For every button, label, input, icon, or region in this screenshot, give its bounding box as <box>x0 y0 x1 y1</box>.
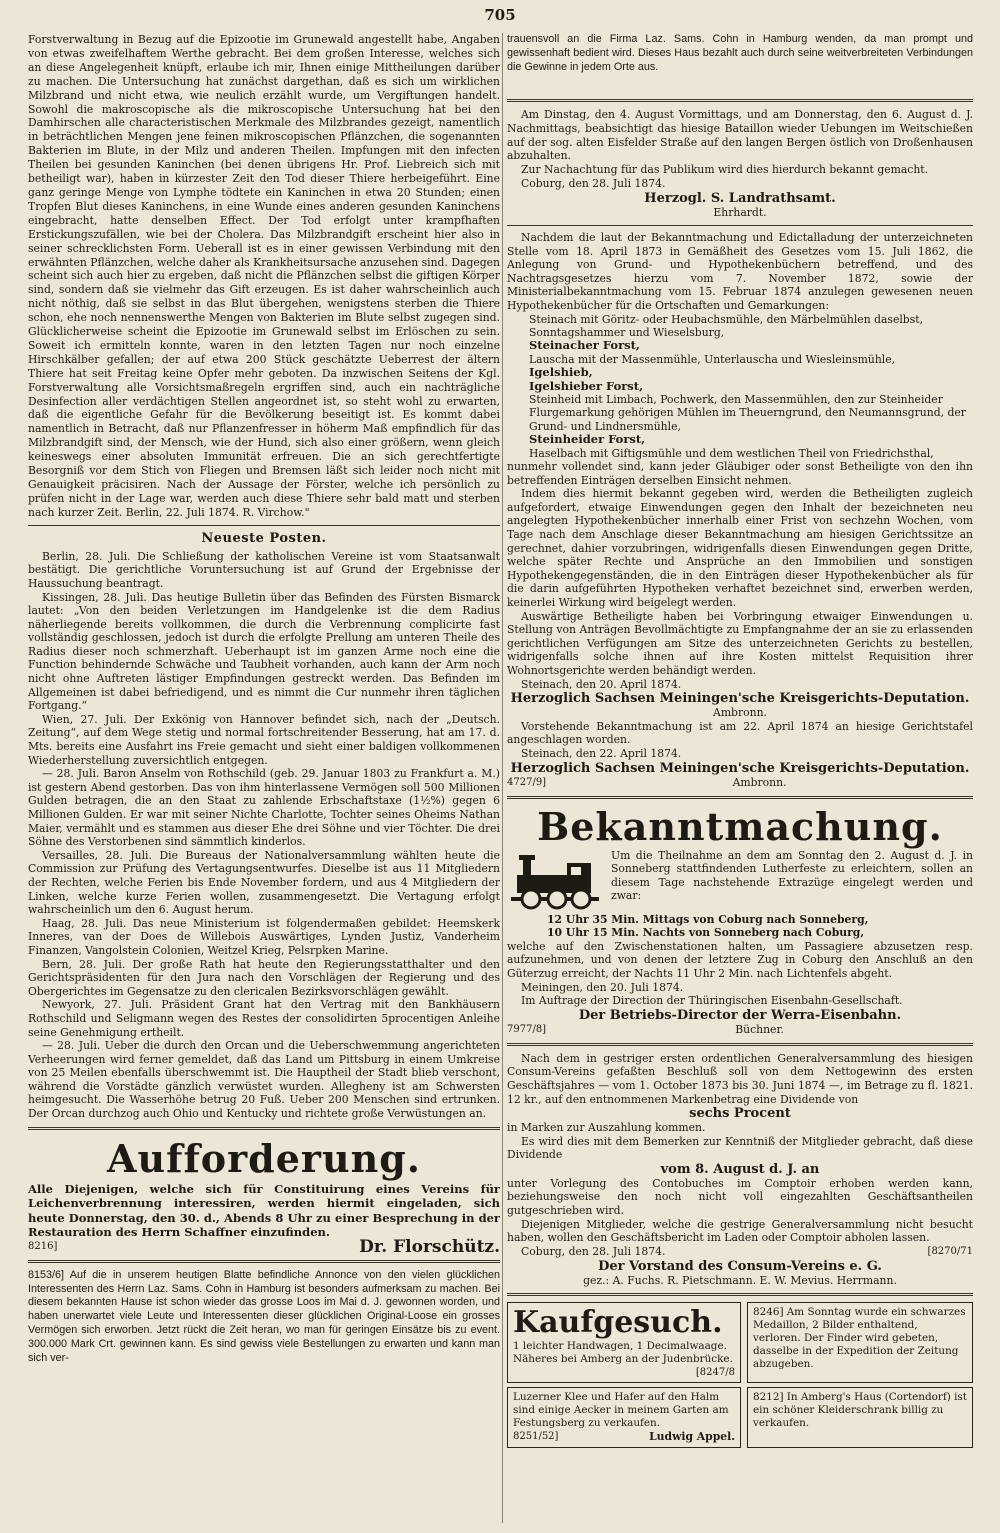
medaillon-ad: 8246] Am Sonntag wurde ein schwarzes Medaillon, 2 Bilder enthaltend, verloren. Der Finder wird gebeten, dasselbe in der Expedition der Zeitung abzugeben. <box>747 1302 973 1383</box>
list-item: Igelshieber Forst, <box>529 378 644 393</box>
column-divider <box>502 33 503 1523</box>
ad-ref: 8216] <box>28 1240 58 1252</box>
bekanntmachung-title: Bekanntmachung. <box>537 803 943 849</box>
lotterie-ad-continued: trauensvoll an die Firma Laz. Sams. Cohn in Hamburg wenden, da man prompt und gewissenhaft bedient wird. Dieses Haus bezahlt auch durch seine weitverbreiteten Verbindungen die Gewinne in jedem Orte aus. <box>507 33 973 73</box>
place-list <box>507 313 973 460</box>
betriebsdirector-signature: Der Betriebs-Director der Werra-Eisenbahn. <box>578 1007 902 1023</box>
news-item: — 28. Juli. Baron Anselm von Rothschild (geb. 29. Januar 1803 zu Frankfurt a. M.) ist gestern Abend gestorben. Das von ihm hinterlassene Vermögen soll 500 Millionen Gulden betragen, die an den Staat zu zahlende Erbschaftstaxe (1½%) gegen 6 Millionen Gulden. Er war mit seiner Nichte Charlotte, Tochter seines Oheims Nathan Maier, vermählt und es stammen aus dieser Ehe drei Söhne und vier Töchter. Die drei Söhne des Verstorbenen sind sämmtlich kinderlos. <box>28 767 500 849</box>
landrath-notice: Am Dinstag, den 4. August Vormittags, und am Donnerstag, den 6. August d. J. Nachmittags, beabsichtigt das hiesige Bataillon wieder Uebungen im Weitschießen auf der sog. alten Eisfelder Straße auf den langen Bergen östlich von Droßenhausen abzuhalten. Zur Nachachtung für das Publikum wird dies hierdurch bekannt gemacht. Coburg, den 28. Juli 1874. Herzogl. S. Landrathsamt. Ehrhardt. <box>507 107 973 220</box>
list-item: Steinach mit Göritz- oder Heubachsmühle, den Märbelmühlen daselbst, Sonntagshammer und Wieselsburg, <box>529 312 924 340</box>
kaufgesuch-ad: Kaufgesuch. 1 leichter Handwagen, 1 Decimalwaage. Näheres bei Amberg an der Judenbrücke. [8247/8 <box>507 1302 741 1383</box>
train-item: 12 Uhr 35 Min. Mittags von Coburg nach Sonneberg, <box>547 912 869 926</box>
divider <box>28 525 500 526</box>
right-column <box>507 33 973 1448</box>
lotterie-ad: 8153/6] Auf die in unserem heutigen Blatte befindliche Annonce von den vielen glücklichen Interessenten des Herrn Laz. Sams. Cohn in Hamburg ist besonders aufmerksam zu machen. Bei diesem bekannten Hause ist schon wieder das grosse Loos im Mai d. J. gewonnen worden, und haben unerwartet viele Leute und Interessenten dieser glücklichen Original-Loose ein grosses Vermögen sich erworben. Jetzt rückt die Zeit heran, wo man für geringen Einsätze bis zu event. 300.000 Mark Crt. gewinnen kann. Es sind gewiss viele Bestellungen zu erwarten und kann man sich ver- <box>28 1268 500 1365</box>
news-item: Newyork, 27. Juli. Präsident Grant hat den Vertrag mit den Bankhäusern Rothschild und Seligmann wegen des Restes der consolidirten 5procentigen Anleihe seine Genehmigung ertheilt. <box>28 998 500 1039</box>
list-item: Haselbach mit Giftigsmühle und dem westlichen Theil von Friedrichsthal, <box>529 446 934 460</box>
news-item: Kissingen, 28. Juli. Das heutige Bulletin über das Befinden des Fürsten Bismarck lautet: „Von den beiden Verletzungen im Handgelenke ist die dem Radius näherliegende bereits vollkommen, die durch die Verbrennung complicirte fast vollständig geschlossen, jedoch ist durch die erfolgte Prellung am unteren Theile des Radius dieser noch schmerzhaft. Ueberhaupt ist im ganzen Arme noch eine die Function behindernde Schwäche und Taubheit vorhanden, auch kann der Arm noch nicht ohne Auftreten lästiger Empfindungen gestreckt werden. Das Befinden im Allgemeinen ist dabei befriedigend, und es nimmt die Cur nunmehr ihren täglichen Fortgang.“ <box>28 590 500 713</box>
divider <box>507 1293 973 1296</box>
aufforderung-title: Aufforderung. <box>107 1135 421 1181</box>
aufforderung-signature: Dr. Florschütz. <box>359 1236 500 1257</box>
divider <box>507 796 973 799</box>
divider <box>28 1260 500 1263</box>
virchow-article: Forstverwaltung in Bezug auf die Epizootie im Grunewald angestellt habe, Angaben von etwas zweifelhaftem Werthe gebracht. Bei dem großen Interesse, welches sich an diese Angelegenheit knüpft, erlaube ich mir, Ihnen einige Mittheilungen darüber zu machen. Die Untersuchung hat zunächst dargethan, daß es sich um wirklichen Milzbrand und nicht etwa, wie neulich erzählt wurde, um Vergiftungen handelt. Sowohl die makroscopische als die mikroscopische Untersuchung hat bei den Damhirschen alle characteristischen Merkmale des Milzbrandes gezeigt, namentlich in beträchtlichen Mengen jene feinen mikroscopischen Pflänzchen, die sogenannten Bakterien im Blute, in der Milz und anderen Theilen. Impfungen mit den infecten Theilen bei gesunden Kaninchen (bei denen übrigens Hr. Prof. Liebreich sich mit betheiligt war), haben in kürzester Zeit den Tod dieser Thiere herbeigeführt. Eine ganz geringe Menge von Lymphe tödtete ein Kaninchen in etwa 20 Stunden; einen Tropfen Blut dieses Kaninchens, in eine Wunde eines anderen gesunden Kaninchens eingebracht, hatte denselben Effect. Der Tod erfolgt unter krampfhaften Erstickungszufällen, wie bei der Cholera. Das Milzbrandgift erscheint hier also in seiner schrecklichsten Form. Ueberall ist es in einer gewissen Verbindung mit den erwähnten Pflänzchen, welche daher als Krankheitsursache anzusehen sind. Dagegen scheint sich auch hier zu ergeben, daß nicht die Pflänzchen selbst die giftigen Körper sind, sondern daß sie vielmehr das Gift erzeugen. Es ist daher wahrscheinlich auch nicht nöthig, daß sie selbst in das Blut übergehen, wenigstens sterben die Thiere schon, ehe noch nennenswerthe Mengen von Bakterien im Blute selbst zugegen sind. Glücklicherweise scheint die Epizootie im Grunewald selbst im Erlöschen zu sein. Soweit ich ermitteln konnte, waren in den letzten Tagen nur noch einzelne Hirschkälber gefallen; der auf etwa 200 Stück geschätzte Ueberrest der ältern Thiere hat seit Freitag keine Opfer mehr geboten. Da inzwischen Seitens der Kgl. Forstverwaltung alle Vorsichtsmaßregeln ergriffen sind, auch ein nachträgliche Desinfection aller verdächtigen Stellen angeordnet ist, so steht wohl zu erwarten, daß die eigentliche Gefahr für die Bevölkerung beseitigt ist. Es kommt dabei namentlich in Betracht, daß nur Pflanzenfresser in höherm Maß empfindlich für das Milzbrandgift sind, der Mensch, wie der Hund, sich also einer größern, wenn gleich keineswegs einer absoluten Immunität erfreuen. Die an sich gerechtfertigte Besorgniß vor dem Stich von Fliegen und Bremsen läßt sich leider noch nicht mit Genauigkeit präcisiren. Nach der Aussage der Förster, welche ich persönlich zu prüfen nicht in der Lage war, werden auch diese Thiere sehr bald matt und sterben nach kurzer Zeit. Berlin, 22. Juli 1874. R. Virchow." <box>28 33 500 519</box>
list-item: Steinacher Forst, <box>529 338 640 353</box>
aufforderung-ad <box>28 1135 500 1257</box>
klee-ad: Luzerner Klee und Hafer auf den Halm sind einige Aecker in meinem Garten am Festungsberg zu verkaufen. 8251/52] Ludwig Appel. <box>507 1387 741 1448</box>
news-item: Bern, 28. Juli. Der große Rath hat heute den Regierungsstatthalter und den Gerichtspräsidenten für den Jura nach den Vorschlägen der Regierung und des Obergerichtes im Gegensatze zu den clericalen Bezirksvorschlägen gewählt. <box>28 957 500 998</box>
landrath-signature: Herzogl. S. Landrathsamt. <box>644 191 836 207</box>
aufforderung-text: Alle Diejenigen, welche sich für Constituirung eines Vereins für Leichenverbrennung interessiren, werden hiermit eingeladen, sich heute Donnerstag, den 30. d., Abends 8 Uhr zu einer Besprechung in der Restauration des Herrn Schaffner einzufinden. <box>28 1181 500 1240</box>
news-item: — 28. Juli. Ueber die durch den Orcan und die Ueberschwemmung angerichteten Verheerungen wird ferner gemeldet, daß das Land um Pittsburg in einem Umkreise von 25 Meilen ebenfalls überschwemmt ist. Die Hauptheil der Stadt blieb verschont, während die Vorstädte gänzlich verwüstet wurden. Allegheny ist am Schwersten heimgesucht. Die Wasserhöhe betrug 20 Fuß. Ueber 200 Menschen sind ertrunken. Der Orcan durchzog auch Ohio und Kentucky und richtete große Verwüstungen an. <box>28 1039 500 1121</box>
divider <box>507 1043 973 1046</box>
consum-signature: Der Vorstand des Consum-Vereins e. G. <box>598 1258 882 1274</box>
news-item: Wien, 27. Juli. Der Exkönig von Hannover befindet sich, nach der „Deutsch. Zeitung“, auf dem Wege stetig und normal fortschreitender Besserung, hat am 17. d. Mts. bereits eine Ausfahrt ins Freie gemacht und sieht einer baldigen vollkommenen Wiederherstellung zuversichtlich entgegen. <box>28 712 500 767</box>
divider <box>28 1127 500 1130</box>
news-item: Haag, 28. Juli. Das neue Ministerium ist folgendermaßen gebildet: Heemskerk Inneres, van der Does de Willebois Auswärtiges, Lynden Justiz, Vanderheim Finanzen, Vangolstein Colonien, Weitzel Krieg, Pelsrpken Marine. <box>28 916 500 957</box>
consum-notice: Nach dem in gestriger ersten ordentlichen Generalversammlung des hiesigen Consum-Vereins gefaßten Beschluß soll von dem Nettogewinn des ersten Geschäftsjahres — vom 1. October 1873 bis 30. Juni 1874 —, im Betrage zu fl. 1821. 12 kr., auf den entnommenen Markenbetrag eine Dividende von sechs Procent in Marken zur Auszahlung kommen. Es wird dies mit dem Bemerken zur Kenntniß der Mitglieder gebracht, daß diese Dividende vom 8. August d. J. an unter Vorlegung des Contobuches im Comptoir erhoben werden kann, beziehungsweise den noch nicht voll eingezahlten Geschäftsantheilen gutgeschrieben wird. Diejenigen Mitglieder, welche die gestrige Generalversammlung nicht besucht haben, wollen den Geschäftsbericht im Laden oder Comptoir abholen lassen. Coburg, den 28. Juli 1874. [8270/71 Der Vorstand des Consum-Vereins e. G. gez.: A. Fuchs. R. Pietschmann. E. W. Mevius. Herrmann. <box>507 1051 973 1287</box>
list-item: Igelshieb, <box>529 365 593 380</box>
list-item: Steinheid mit Limbach, Pochwerk, den Massenmühlen, den zur Steinheider Flurgemarkung gehörigen Mühlen im Theuerngrund, den Neumannsgrund, der Grund- und Lindnersmühle, <box>529 393 966 433</box>
kleiderschrank-ad: 8212] In Amberg's Haus (Cortendorf) ist ein schöner Kleiderschrank billig zu verkaufen. <box>747 1387 973 1448</box>
hypothek-notice: Nachdem die laut der Bekanntmachung und Edictalladung der unterzeichneten Stelle vom 18. April 1873 in Gemäßheit des Gesetzes vom 15. Juli 1862, die Anlegung von Grund- und Hypothekenbüchern betreffend, und des Nachtragsgesetzes hierzu vom 7. November 1872, sowie der Ministerialbekanntmachung vom 15. Februar 1874 anzulegen gewesenen neuen Hypothekenbücher für die Ortschaften und Gemarkungen: Steinach mit Göritz- oder Heubachsmühle, den Märbelmühlen daselbst, Sonntagshammer und Wieselsburg, Steinacher Forst, Lauscha mit der Massenmühle, Unterlauscha und Wiesleinsmühle, Igelshieb, Igelshieber Forst, Steinheid mit Limbach, Pochwerk, den Massenmühlen, den zur Steinheider Flurgemarkung gehörigen Mühlen im Theuerngrund, den Neumannsgrund, der Grund- und Lindnersmühle, Steinheider Forst, Haselbach mit Giftigsmühle und dem westlichen Theil von Friedrichsthal, nunmehr vollendet sind, kann jeder Gläubiger oder sonst Betheiligte von den ihn betreffenden Einträgen derselben Einsicht nehmen. Indem dies hiermit bekannt gegeben wird, werden die Betheiligten zugleich aufgefordert, etwaige Einwendungen gegen den Inhalt der bezeichneten neu angelegten Hypothekenbücher innerhalb einer Frist von sechzehn Wochen, vom Tage nach dem Anschlage dieser Bekanntmachung am hiesigen Gerichtssitze an gerechnet, dahier vorzubringen, widrigenfalls diesen Einwendungen gegen Dritte, welche später Rechte und Ansprüche an den Immobilien und sonstigen Hypothekengegenständen, die in den Einträgen dieser Hypothekenbücher als für die darin aufgeführten Hypotheken verhaftet bezeichnet sind, erwerben werden, keinerlei Wirkung wird beigelegt werden. Auswärtige Betheiligte haben bei Vorbringung etwaiger Einwendungen u. Stellung von Anträgen Bevollmächtigte zu Empfangnahme der an sie zu erlassenden gerichtlichen Verfügungen am Sitze des unterzeichneten Gerichts zu bestellen, widrigenfalls solche ihnen auf ihre Kosten mittelst Requisition ihrer Wohnortsgerichte werden behändigt werden. Steinach, den 20. April 1874. Herzoglich Sachsen Meiningen'sche Kreisgerichts-Deputation. Ambronn. Vorstehende Bekanntmachung ist am 22. April 1874 an hiesige Gerichtstafel angeschlagen worden. Steinach, den 22. April 1874. Herzoglich Sachsen Meiningen'sche Kreisgerichts-Deputation. 4727/9] Ambronn. <box>507 231 973 789</box>
kreisgericht-signature: Herzoglich Sachsen Meiningen'sche Kreisgerichts-Deputation. <box>510 691 970 707</box>
train-item: 10 Uhr 15 Min. Nachts von Sonneberg nach Coburg, <box>547 926 865 940</box>
news-item: Berlin, 28. Juli. Die Schließung der katholischen Vereine ist vom Staatsanwalt bestätigt. Die gerichtliche Voruntersuchung ist auf Grund der Ergebnisse der Haussuchung beantragt. <box>28 549 500 590</box>
bekanntmachung-ad: Bekanntmachung. Um die Theilnahme an dem am Sonntag den 2. August d. J. in Sonneberg stattfindenden Lutherfeste zu erleichtern, sollen an diesem Tage nachstehende Extrazüge eingelegt werden und zwar: 12 Uhr 35 Min. Mittags von Coburg nach Sonneberg, 10 Uhr 15 Min. Nachts von Sonneberg nach Coburg, welche auf den Zwischenstationen halten, um Passagiere abzusetzen resp. aufzunehmen, und von denen der letztere Zug in Coburg den Anschluß an den Güterzug erreicht, der Nachts 11 Uhr 2 Min. nach Lichtenfels abgeht. Meiningen, den 20. Juli 1874. Im Auftrage der Direction der Thüringischen Eisenbahn-Gesellschaft. Der Betriebs-Director der Werra-Eisenbahn. 7977/8] Büchner. <box>507 803 973 1036</box>
left-column <box>28 33 500 1366</box>
list-item: Steinheider Forst, <box>529 432 646 447</box>
news-item: Versailles, 28. Juli. Die Bureaus der Nationalversammlung wählten heute die Commission zur Prüfung des Vertagungsentwurfes. Dieselbe ist aus 11 Mitgliedern der Rechten, welche Ferien bis Ende November fordern, und aus 4 Mitgliedern der Linken, welche kurze Ferien wollen, zusammengesetzt. Die Vertagung erfolgt wahrscheinlich um den 6. August herum. <box>28 848 500 917</box>
news-heading: Neueste Posten. <box>201 530 327 546</box>
locomotive-icon <box>507 849 603 913</box>
kreisgericht-signature: Herzoglich Sachsen Meiningen'sche Kreisgerichts-Deputation. <box>510 760 970 776</box>
divider <box>507 99 973 102</box>
list-item: Lauscha mit der Massenmühle, Unterlauscha und Wiesleinsmühle, <box>529 352 896 366</box>
divider <box>507 225 973 226</box>
page-number: 705 <box>484 6 516 24</box>
